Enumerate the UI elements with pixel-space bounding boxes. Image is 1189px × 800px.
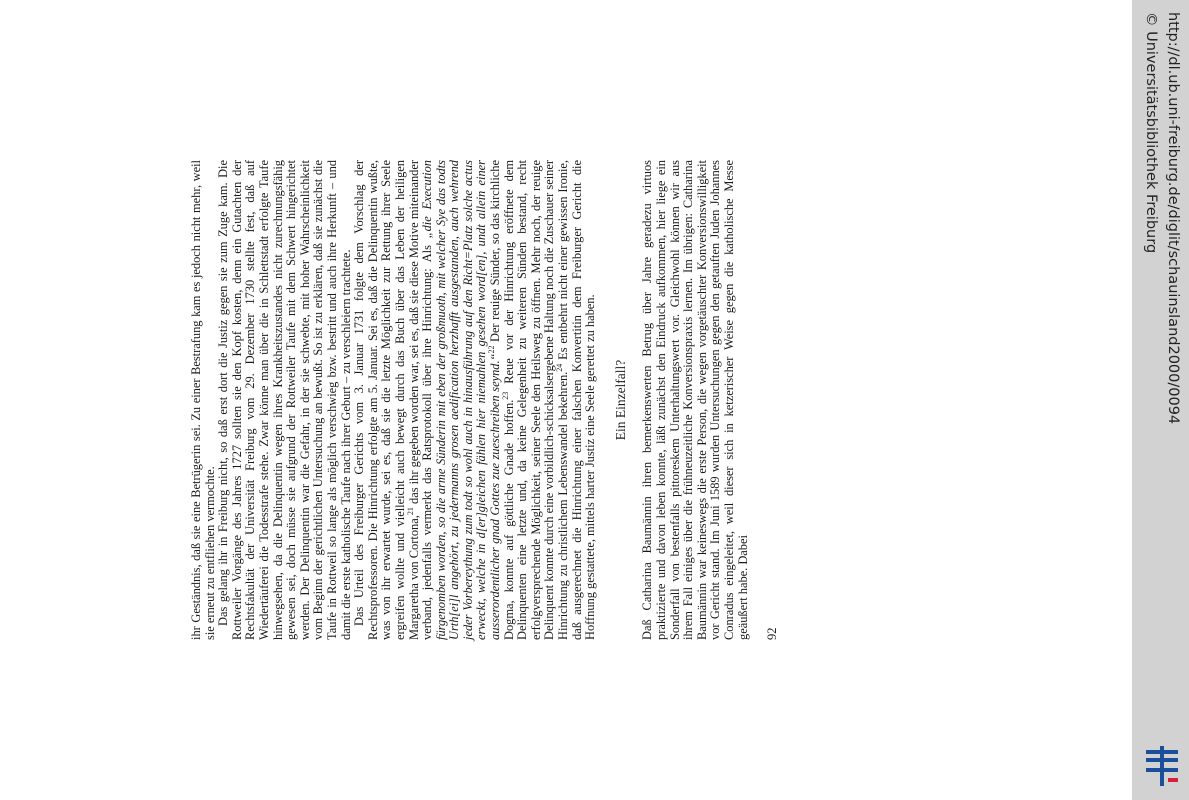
footnote-ref-21: 21: [405, 507, 415, 516]
paragraph-3: [353, 160, 598, 640]
viewer-sidebar: [1132, 0, 1189, 800]
page-number: 92: [765, 627, 780, 640]
paragraph-3-after-23: Reue vor der Hinrichtung eröffnete dem Delinquenten eine letzte und, da keine Gelegenheit zu weiteren Sünden bestand, recht erfolgversprechende Möglichkeit, seiner Seele den Heilsweg zu öffnen. Mehr noch, der reuige Delinquent konnte durch eine vorbildlich-schicksalsergebene Haltung noch die Zuschauer seiner Hinrichtung zu christlichem Lebenswandel bekehren.: [501, 160, 571, 640]
footnote-ref-22: 22: [486, 345, 496, 354]
paragraph-2: Das gelang ihr in Freiburg nicht, so daß erst dort die Justiz gegen sie zum Zuge kam. Die Rottweiler Vorgänge des Jahres 1727 sollten sie den Kopf kosten, denn ein Gutachten der Rechtsfakultät der Universität Freiburg vom 29. Dezember 1730 stellte fest, daß auf Wiedertäuferei die Todesstrafe stehe. Zwar könne man über die in Schlettstadt erfolgte Taufe hinwegsehen, da die Delinquentin wegen ihres Krankheitszustandes nicht zurechnungsfähig gewesen sei, doch müsse sie aufgrund der Rottweiler Taufe mit dem Schwert hingerichtet werden. Der Delinquentin war die Gefahr, in der sie schwebte, mit hoher Wahrscheinlichkeit vom Beginn der gerichtlichen Untersuchung an bewußt. So ist zu erklären, daß sie zunächst die Taufe in Rottweil so lange als möglich verschwieg bzw. bestritt und auch ihre Herkunft – und damit die erste katholische Taufe nach ihrer Geburt – zu verschleiern trachtete.: [216, 160, 353, 640]
paragraph-3-mid: das ihr gegeben worden war, sei es, daß sie diese Motive miteinander verband, jedenfalls vermerkt das Ratsprotokoll über ihre Hinrichtung: Als: [406, 160, 435, 640]
paragraph-3-end: Es entbehrt nicht einer gewissen Ironie, daß ausgerechnet die Hinrichtung einer falschen Konvertitin dem Freiburger Gericht die Hoffnung gestattete, mittels harter Justiz eine Seele gerettet zu haben.: [556, 160, 598, 640]
footnote-ref-24: 24: [554, 363, 564, 372]
page-content: [190, 160, 910, 640]
paragraph-3-start: Das Urteil des Freiburger Gerichts vom 3. Januar 1731 folgte dem Vorschlag der Rechtsprofessoren. Die Hinrichtung erfolgte am 5. Januar. Sei es, daß die Delinquentin wußte, was von ihr erwartet wurde, sei es, daß sie die letzte Möglichkeit zur Rettung ihrer Seele ergreifen wollte und vielleicht auch bewegt durch das Buch über das Leben der heiligen Margaretha von Cortona,: [352, 160, 421, 640]
copyright-notice: © Universitätsbibliothek Freiburg: [1143, 12, 1159, 254]
logo-stem: [1160, 746, 1164, 786]
paragraph-4: Daß Catharina Baumännin ihren bemerkenswerten Betrug über Jahre geradezu virtuos praktizierte und davon leben konnte, läßt zunächst den Eindruck aufkommen, hier liege ein Sonderfall von bestenfalls pittoreskem Unterhaltungswert vor. Gleichwohl können wir aus ihrem Fall einiges über die frühneuzeitliche Konversionspraxis lernen. Im übrigen: Catharina Baumännin war keineswegs die erste Person, die wegen vorgetäuschter Konversionswilligkeit vor Gericht stand. Im Juni 1589 wurden Untersuchungen gegen den getauften Juden Johannes Conradus eingeleitet, weil dieser sich in ketzerischer Weise gegen die katholische Messe geäußert habe. Dabei: [640, 160, 750, 640]
paragraph-1: ihr Geständnis, daß sie eine Betrügerin sei. Zu einer Bestrafung kam es jedoch nicht mehr, weil sie erneut zu entfliehen vermochte.: [189, 160, 217, 640]
source-url-link[interactable]: http://dl.ub.uni-freiburg.de/diglit/schauinsland2000/0094: [1165, 12, 1181, 425]
logo-red-mark: [1168, 778, 1178, 782]
footnote-ref-23: 23: [500, 391, 510, 400]
section-heading: Ein Einzelfall?: [612, 359, 628, 441]
protocol-quote: „die Execution fürgenomben worden, so die arme Sünderin mit eben der großmuoth, mit welcher Sye das todts Urth[ei]l angehört, zu jedermanns grosen aedification herzhafft ausgestanden, auch wehrend jeder Vorbereythung zum todt so wohl auch in hinausführung auf den Richt=Platz solche actus erweckt, welche in d[er]gleichen fählen hier niemahlen gesehen word[en], undt allein einer ausserordentlicher gnad Gottes zue zueschreiben seynd.“: [420, 160, 503, 640]
ub-freiburg-logo-icon[interactable]: [1140, 742, 1184, 792]
paragraph-3-after-22: Der reuige Sünder, so das kirchliche Dogma, konnte auf göttliche Gnade hoffen.: [488, 160, 516, 640]
sidebar-text: [1132, 0, 1189, 800]
